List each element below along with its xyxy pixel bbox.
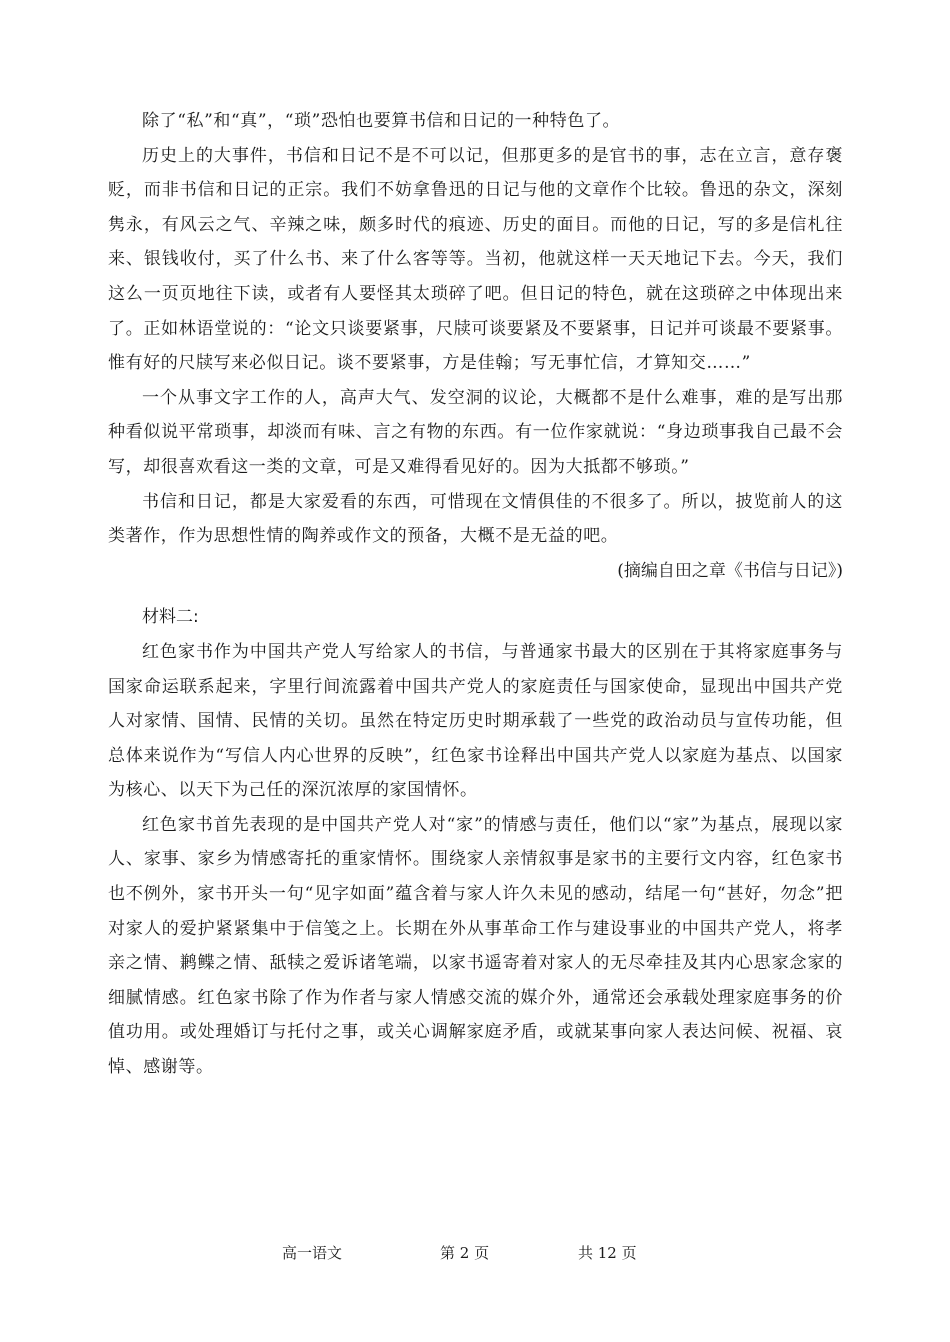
exam-page-content [108,104,843,1085]
material-one [108,104,843,588]
paragraph: 除了“私”和“真”，“琐”恐怕也要算书信和日记的一种特色了。 [142,111,621,131]
paragraph: 红色家书首先表现的是中国共产党人对“家”的情感与责任，他们以“家”为基点，展现以家人、家事、家乡为情感寄托的重家情怀。围绕家人亲情叙事是家书的主要行文内容，红色家书也不例外，家书开头一句“见字如面”蕴含着与家人许久未见的感动，结尾一句“甚好，勿念”把对家人的爱护紧紧集中于信笺之上。长期在外从事革命工作与建设事业的中国共产党人，将孝亲之情、鹣鲽之情、舐犊之爱诉诸笔端，以家书遥寄着对家人的无尽牵挂及其内心思家念家的细腻情感。红色家书除了作为作者与家人情感交流的媒介外，通常还会承载处理家庭事务的价值功用。或处理婚订与托付之事，或关心调解家庭矛盾，或就某事向家人表达问候、祝福、哀悼、感谢等。 [108,814,843,1078]
material-two [108,600,843,1084]
paragraph: 红色家书作为中国共产党人写给家人的书信，与普通家书最大的区别在于其将家庭事务与国家命运联系起来，字里行间流露着中国共产党人的家庭责任与国家使命，显现出中国共产党人对家情、国情、民情的关切。虽然在特定历史时期承载了一些党的政治动员与宣传功能，但总体来说作为“写信人内心世界的反映”，红色家书诠释出中国共产党人以家庭为基点、以国家为核心、以天下为己任的深沉浓厚的家国情怀。 [108,641,843,801]
footer-subject: 高一语文 [282,1244,343,1262]
paragraph: 历史上的大事件，书信和日记不是不可以记，但那更多的是官书的事，志在立言，意存褒贬，而非书信和日记的正宗。我们不妨拿鲁迅的日记与他的文章作个比较。鲁迅的杂文，深刻隽永，有风云之气、辛辣之味，颇多时代的痕迹、历史的面目。而他的日记，写的多是信札往来、银钱收付，买了什么书、来了什么客等等。当初，他就这样一天天地记下去。今天，我们这么一页页地往下读，或者有人要怪其太琐碎了吧。但日记的特色，就在这琐碎之中体现出来了。正如林语堂说的：“论文只谈要紧事，尺牍可谈要紧及不要紧事，日记并可谈最不要紧事。惟有好的尺牍写来必似日记。谈不要紧事，方是佳翰；写无事忙信，才算知交……” [108,145,843,374]
footer-total-pages: 共 12 页 [578,1244,637,1262]
material-two-heading: 材料二: [142,607,199,628]
source-citation: (摘编自田之章《书信与日记》) [617,560,843,581]
footer-page-number: 第 2 页 [440,1244,490,1262]
paragraph: 一个从事文字工作的人，高声大气、发空洞的议论，大概都不是什么难事，难的是写出那种看似说平常琐事，却淡而有味、言之有物的东西。有一位作家就说：“身边琐事我自己最不会写，却很喜欢看这一类的文章，可是又难得看见好的。因为大抵都不够琐。” [108,387,843,477]
paragraph: 书信和日记，都是大家爱看的东西，可惜现在文情俱佳的不很多了。所以，披览前人的这类著作，作为思想性情的陶养或作文的预备，大概不是无益的吧。 [108,491,843,547]
